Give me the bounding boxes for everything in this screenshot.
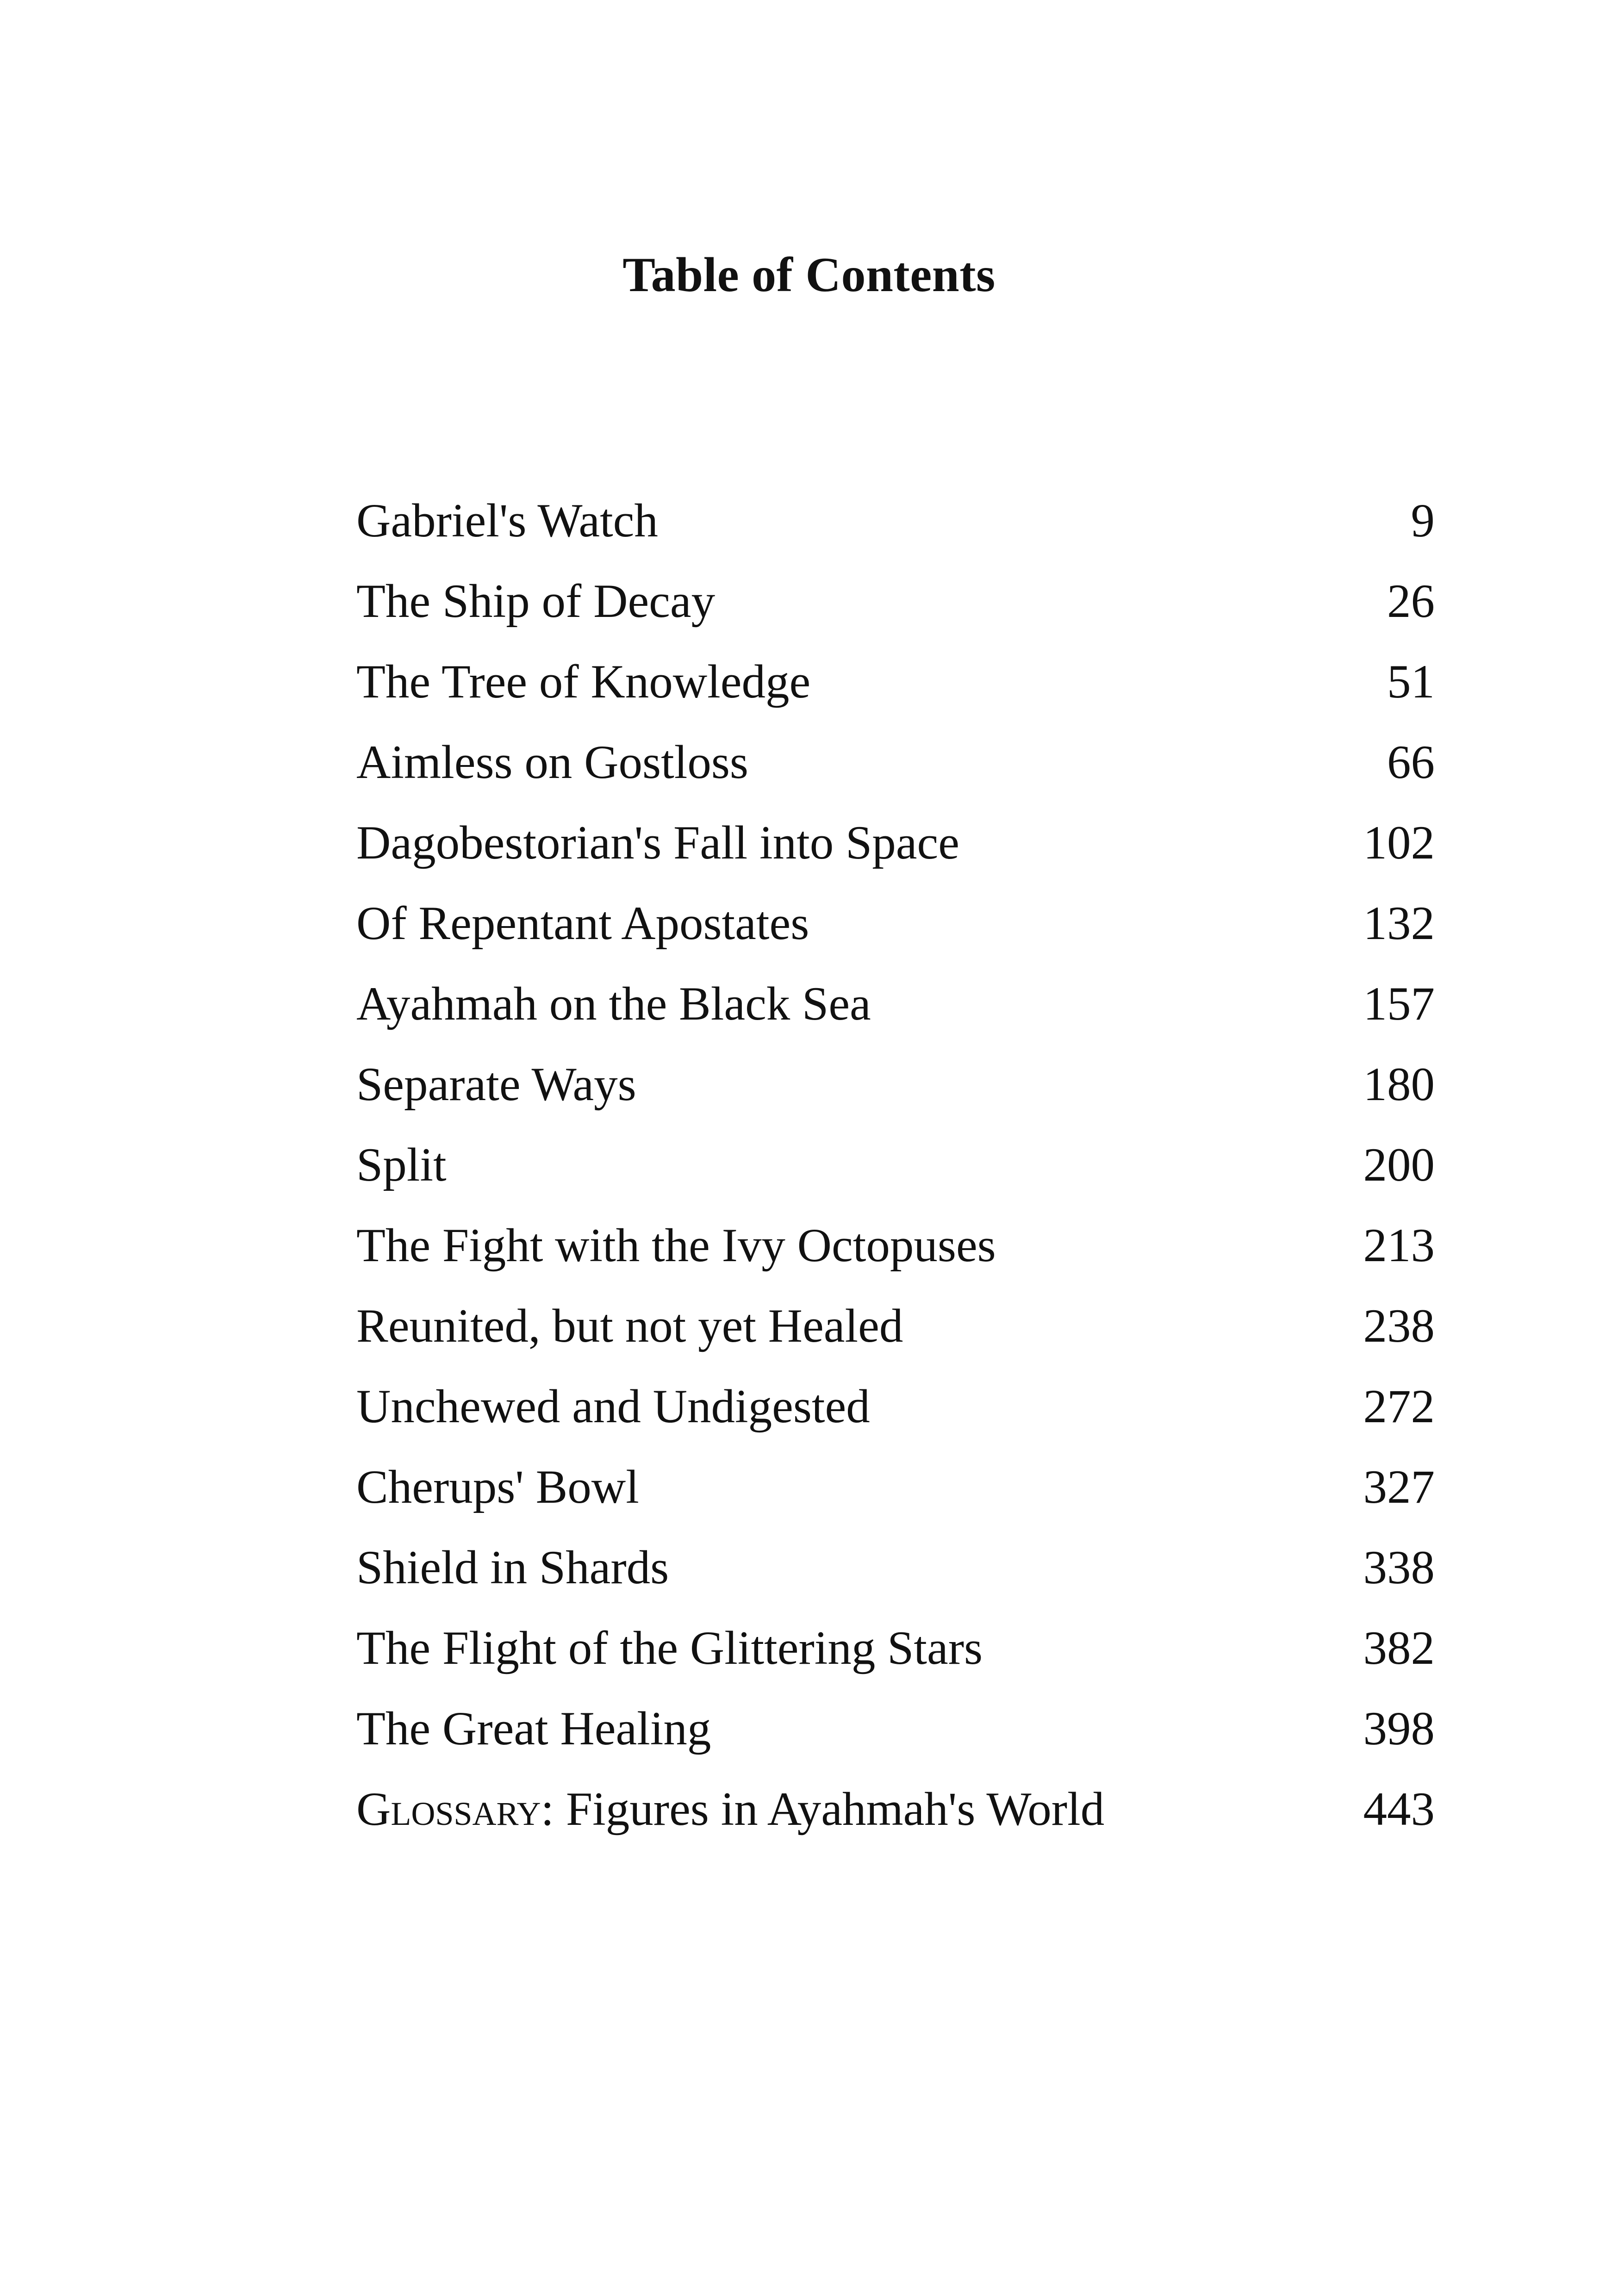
- toc-entry-glossary[interactable]: [356, 1769, 1435, 1849]
- page-title: Table of Contents: [622, 248, 996, 302]
- toc-entry[interactable]: [356, 641, 1435, 722]
- toc-entry-title[interactable]: Unchewed and Undigested: [356, 1380, 870, 1433]
- toc-entry-page-number[interactable]: 398: [1363, 1702, 1435, 1755]
- toc-entry-page-number[interactable]: 132: [1363, 897, 1435, 950]
- glossary-page-number[interactable]: 443: [1363, 1783, 1435, 1836]
- glossary-label: Glossary: [356, 1783, 541, 1836]
- toc-entry[interactable]: [356, 722, 1435, 803]
- table-of-contents: [356, 480, 1435, 1849]
- toc-entry[interactable]: [356, 1527, 1435, 1608]
- toc-entry-page-number[interactable]: 180: [1363, 1058, 1435, 1111]
- toc-entry-page-number[interactable]: 26: [1387, 575, 1435, 628]
- toc-entry[interactable]: [356, 1044, 1435, 1125]
- toc-entry-title[interactable]: Reunited, but not yet Healed: [356, 1300, 903, 1352]
- toc-entry-page-number[interactable]: 338: [1363, 1541, 1435, 1594]
- toc-entry-page-number[interactable]: 327: [1363, 1461, 1435, 1513]
- toc-entry-title[interactable]: Aimless on Gostloss: [356, 736, 748, 789]
- toc-entry-page-number[interactable]: 9: [1411, 494, 1435, 547]
- glossary-title-text: Figures in Ayahmah's World: [554, 1783, 1105, 1836]
- toc-entry-title[interactable]: Gabriel's Watch: [356, 494, 658, 547]
- toc-entry[interactable]: [356, 1447, 1435, 1527]
- toc-entry-title[interactable]: Ayahmah on the Black Sea: [356, 977, 871, 1030]
- toc-entry[interactable]: [356, 1286, 1435, 1366]
- toc-entry-title[interactable]: Shield in Shards: [356, 1541, 669, 1594]
- toc-entry[interactable]: [356, 1366, 1435, 1447]
- toc-entry-page-number[interactable]: 272: [1363, 1380, 1435, 1433]
- toc-entry[interactable]: [356, 883, 1435, 964]
- toc-entry-title[interactable]: The Fight with the Ivy Octopuses: [356, 1219, 996, 1272]
- toc-entry[interactable]: [356, 1125, 1435, 1205]
- toc-entry-title[interactable]: Split: [356, 1139, 447, 1191]
- toc-entry-page-number[interactable]: 66: [1387, 736, 1435, 789]
- toc-entry[interactable]: [356, 964, 1435, 1044]
- glossary-separator: :: [541, 1783, 554, 1836]
- toc-entry-title[interactable]: The Tree of Knowledge: [356, 655, 811, 708]
- toc-entry-title[interactable]: Dagobestorian's Fall into Space: [356, 816, 959, 869]
- toc-entry-title[interactable]: The Flight of the Glittering Stars: [356, 1622, 983, 1674]
- toc-entry-page-number[interactable]: 51: [1387, 655, 1435, 708]
- toc-entry[interactable]: [356, 561, 1435, 641]
- toc-entry-page-number[interactable]: 200: [1363, 1139, 1435, 1191]
- toc-entry[interactable]: [356, 1608, 1435, 1688]
- toc-entry[interactable]: [356, 1205, 1435, 1286]
- toc-entry-title[interactable]: The Great Healing: [356, 1702, 711, 1755]
- toc-entry[interactable]: [356, 803, 1435, 883]
- toc-entry[interactable]: [356, 480, 1435, 561]
- glossary-entry-title[interactable]: [356, 1769, 1104, 1849]
- toc-entry-title[interactable]: Of Repentant Apostates: [356, 897, 809, 950]
- toc-entry-title[interactable]: Separate Ways: [356, 1058, 636, 1111]
- toc-entry-page-number[interactable]: 238: [1363, 1300, 1435, 1352]
- toc-entry-page-number[interactable]: 157: [1363, 977, 1435, 1030]
- toc-entry-page-number[interactable]: 102: [1363, 816, 1435, 869]
- toc-entry-page-number[interactable]: 213: [1363, 1219, 1435, 1272]
- toc-entry-page-number[interactable]: 382: [1363, 1622, 1435, 1674]
- toc-entry-title[interactable]: The Ship of Decay: [356, 575, 716, 628]
- toc-entry-title[interactable]: Cherups' Bowl: [356, 1461, 639, 1513]
- toc-entry[interactable]: [356, 1688, 1435, 1769]
